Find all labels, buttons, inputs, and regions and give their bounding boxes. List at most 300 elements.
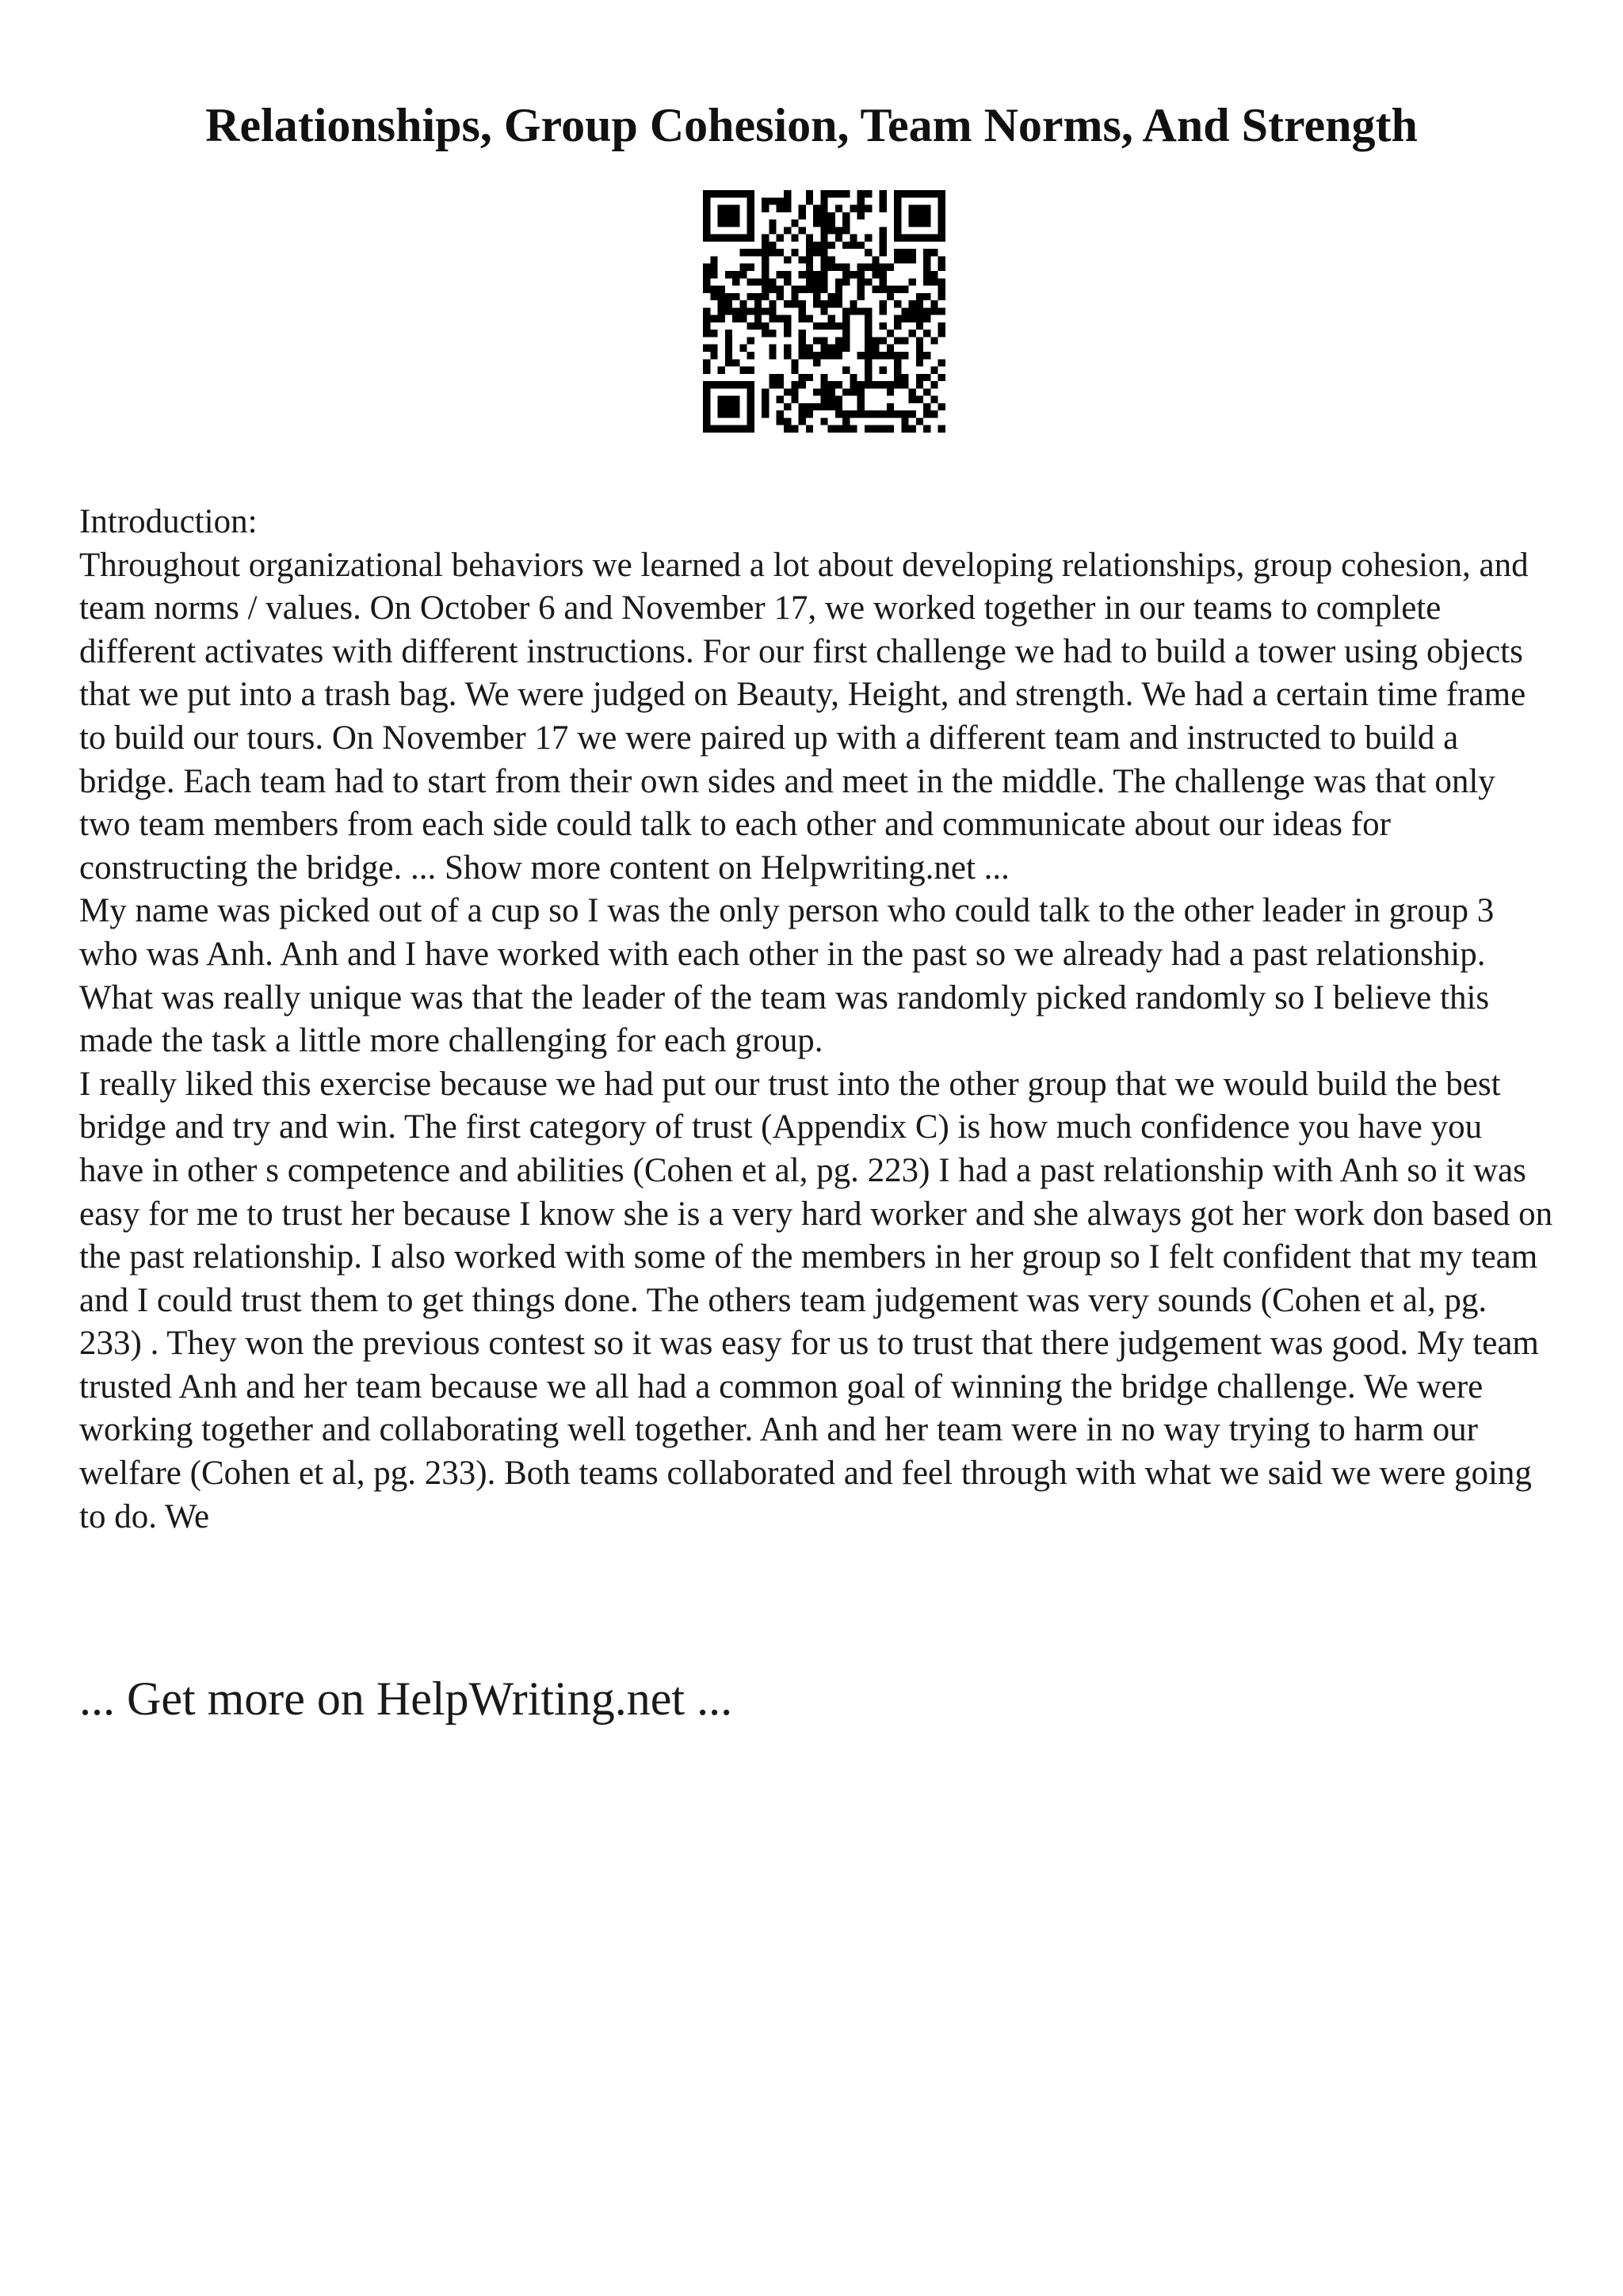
- qr-module: [923, 410, 930, 418]
- qr-module: [813, 249, 820, 256]
- qr-module: [880, 367, 887, 374]
- qr-module: [703, 307, 710, 315]
- qr-module: [820, 264, 827, 271]
- qr-module: [718, 293, 725, 300]
- qr-module: [828, 403, 835, 410]
- qr-module: [887, 410, 894, 418]
- qr-module: [930, 396, 938, 403]
- paragraph-intro: Throughout organizational behaviors we learned a lot about developing relationships, group cohesion, and team norms / values. On October 6 and November 17, we worked together in our teams to complete different activates with different instructions. For our first challenge we had to build a tower using objects that we put into a trash bag. We were judged on Beauty, Height, and strength. We had a certain time frame to build our tours. On November 17 we were paired up with a different team and instructed to build a bridge. Each team had to start from their own sides and meet in the middle. The challenge was that only two team members from each side could talk to each other and communicate about our ideas for constructing the bridge. ... Show more content on Helpwriting.net ...: [79, 546, 1529, 887]
- qr-module: [916, 418, 923, 425]
- qr-module: [703, 345, 710, 352]
- qr-module: [916, 396, 923, 403]
- qr-module: [865, 315, 872, 322]
- qr-module: [872, 271, 879, 278]
- qr-module: [909, 330, 916, 337]
- qr-module: [909, 388, 916, 395]
- qr-module: [930, 278, 938, 285]
- qr-module: [938, 190, 945, 197]
- qr-module: [887, 345, 894, 352]
- qr-module: [784, 197, 791, 204]
- qr-module: [930, 249, 938, 256]
- qr-module: [850, 381, 857, 388]
- qr-module: [894, 352, 901, 359]
- qr-module: [887, 286, 894, 293]
- qr-module: [784, 278, 791, 285]
- qr-module: [813, 271, 820, 278]
- qr-module: [718, 307, 725, 315]
- qr-module: [850, 388, 857, 395]
- qr-module: [850, 205, 857, 212]
- qr-module: [747, 410, 754, 418]
- qr-module: [894, 300, 901, 307]
- qr-module: [754, 315, 762, 322]
- qr-module: [850, 235, 857, 242]
- qr-module: [842, 322, 850, 330]
- qr-module: [842, 190, 850, 197]
- qr-module: [732, 219, 739, 227]
- qr-module: [930, 271, 938, 278]
- qr-module: [872, 264, 879, 271]
- qr-module: [916, 300, 923, 307]
- qr-module: [784, 345, 791, 352]
- qr-module: [718, 367, 725, 374]
- qr-module: [747, 235, 754, 242]
- qr-module: [916, 381, 923, 388]
- qr-module: [835, 190, 842, 197]
- qr-module: [732, 381, 739, 388]
- qr-module: [784, 425, 791, 433]
- qr-module: [857, 286, 865, 293]
- qr-module: [754, 278, 762, 285]
- qr-module: [806, 197, 813, 204]
- qr-module: [820, 190, 827, 197]
- qr-module: [725, 359, 732, 366]
- qr-module: [880, 337, 887, 344]
- get-more-link[interactable]: ... Get more on HelpWriting.net ...: [79, 1672, 733, 1725]
- qr-module: [909, 190, 916, 197]
- qr-module: [901, 410, 908, 418]
- qr-module: [813, 278, 820, 285]
- qr-module: [806, 410, 813, 418]
- qr-module: [835, 235, 842, 242]
- qr-module: [799, 374, 806, 381]
- qr-module: [725, 205, 732, 212]
- qr-module: [820, 418, 827, 425]
- qr-module: [894, 381, 901, 388]
- qr-module: [930, 337, 938, 344]
- qr-module: [828, 315, 835, 322]
- qr-module: [784, 403, 791, 410]
- qr-module: [857, 381, 865, 388]
- qr-module: [842, 271, 850, 278]
- qr-module: [747, 418, 754, 425]
- paragraph-trust: I really liked this exercise because we had put our trust into the other group that we would build the best bridge and try and win. The first category of trust (Appendix C) is how much confidence you have you have in other s competence and abilities (Cohen et al, pg. 223) I had a past relationship with Anh so it was easy for me to trust her because I know she is a very hard worker and she always got her work don based on the past relationship. I also worked with some of the members in her group so I felt confident that my team and I could trust them to get things done. The others team judgement was very sounds (Cohen et al, pg. 233) . They won the previous contest so it was easy for us to trust that there judgement was good. My team trusted Anh and her team because we all had a common goal of winning the bridge challenge. We were working together and collaborating well together. Anh and her team were in no way trying to harm our welfare (Cohen et al, pg. 233). Both teams collaborated and feel through with what we said we were going to do. We: [79, 1065, 1553, 1535]
- qr-module: [828, 264, 835, 271]
- qr-module: [791, 425, 798, 433]
- qr-module: [747, 278, 754, 285]
- qr-module: [799, 271, 806, 278]
- qr-module: [828, 212, 835, 219]
- qr-module: [732, 271, 739, 278]
- qr-module: [725, 330, 732, 337]
- qr-module: [887, 352, 894, 359]
- qr-module: [725, 345, 732, 352]
- qr-module: [769, 242, 776, 249]
- qr-module: [777, 293, 784, 300]
- qr-module: [777, 410, 784, 418]
- qr-module: [799, 256, 806, 263]
- qr-module: [820, 307, 827, 315]
- qr-module: [777, 315, 784, 322]
- qr-module: [725, 235, 732, 242]
- qr-module: [747, 352, 754, 359]
- qr-module: [769, 345, 776, 352]
- qr-module: [718, 219, 725, 227]
- qr-module: [732, 293, 739, 300]
- qr-module: [842, 330, 850, 337]
- qr-module: [938, 322, 945, 330]
- qr-module: [880, 205, 887, 212]
- qr-module: [842, 337, 850, 344]
- qr-module: [806, 271, 813, 278]
- qr-module: [930, 190, 938, 197]
- qr-module: [820, 381, 827, 388]
- qr-module: [703, 315, 710, 322]
- qr-module: [865, 278, 872, 285]
- qr-module: [894, 235, 901, 242]
- qr-module: [880, 249, 887, 256]
- qr-module: [703, 219, 710, 227]
- qr-module: [762, 322, 769, 330]
- qr-module: [762, 396, 769, 403]
- qr-module: [938, 256, 945, 263]
- qr-module: [799, 381, 806, 388]
- qr-module: [806, 264, 813, 271]
- qr-module: [703, 264, 710, 271]
- qr-module: [799, 345, 806, 352]
- qr-module: [916, 359, 923, 366]
- qr-module: [806, 425, 813, 433]
- qr-module: [703, 205, 710, 212]
- qr-module: [813, 219, 820, 227]
- qr-module: [703, 418, 710, 425]
- qr-module: [894, 249, 901, 256]
- qr-module: [718, 212, 725, 219]
- qr-module: [739, 300, 747, 307]
- qr-module: [923, 219, 930, 227]
- qr-module: [909, 300, 916, 307]
- qr-module: [901, 418, 908, 425]
- qr-module: [820, 388, 827, 395]
- qr-module: [938, 278, 945, 285]
- qr-module: [938, 205, 945, 212]
- qr-module: [813, 322, 820, 330]
- qr-module: [718, 381, 725, 388]
- qr-module: [703, 367, 710, 374]
- qr-module: [872, 256, 879, 263]
- qr-module: [710, 190, 717, 197]
- qr-module: [865, 322, 872, 330]
- section-heading: Introduction:: [79, 503, 258, 540]
- qr-module: [857, 212, 865, 219]
- qr-module: [923, 352, 930, 359]
- qr-module: [762, 235, 769, 242]
- qr-module: [806, 315, 813, 322]
- qr-module: [835, 337, 842, 344]
- qr-module: [835, 381, 842, 388]
- qr-module: [842, 242, 850, 249]
- qr-module: [835, 205, 842, 212]
- qr-module: [813, 286, 820, 293]
- qr-module: [938, 307, 945, 315]
- qr-module: [909, 256, 916, 263]
- qr-module: [828, 352, 835, 359]
- qr-module: [857, 388, 865, 395]
- qr-module: [806, 242, 813, 249]
- qr-module: [777, 418, 784, 425]
- qr-module: [872, 352, 879, 359]
- qr-module: [865, 190, 872, 197]
- qr-module: [806, 235, 813, 242]
- qr-module: [901, 337, 908, 344]
- qr-module: [894, 197, 901, 204]
- qr-module: [865, 345, 872, 352]
- qr-module: [791, 300, 798, 307]
- qr-module: [777, 271, 784, 278]
- qr-module: [762, 256, 769, 263]
- paragraph-leader: My name was picked out of a cup so I was the only person who could talk to the other leader in group 3 who was Anh. Anh and I have worked with each other in the past so we already had a past relationship. What was really unique was that the leader of the team was randomly picked randomly so I believe this made the task a little more challenging for each group.: [79, 892, 1495, 1060]
- qr-module: [857, 190, 865, 197]
- qr-module: [725, 425, 732, 433]
- qr-module: [901, 235, 908, 242]
- qr-module: [857, 278, 865, 285]
- qr-module: [747, 219, 754, 227]
- qr-module: [820, 345, 827, 352]
- qr-module: [799, 315, 806, 322]
- qr-module: [784, 300, 791, 307]
- qr-module: [828, 293, 835, 300]
- qr-module: [894, 212, 901, 219]
- qr-module: [806, 403, 813, 410]
- qr-module: [894, 205, 901, 212]
- qr-module: [923, 235, 930, 242]
- qr-module: [835, 322, 842, 330]
- qr-module: [747, 396, 754, 403]
- qr-module: [880, 197, 887, 204]
- qr-module: [791, 396, 798, 403]
- qr-module: [901, 425, 908, 433]
- qr-module: [806, 345, 813, 352]
- qr-module: [909, 396, 916, 403]
- qr-module: [857, 264, 865, 271]
- qr-module: [813, 293, 820, 300]
- qr-module: [739, 345, 747, 352]
- qr-module: [842, 418, 850, 425]
- qr-module: [894, 322, 901, 330]
- qr-module: [784, 330, 791, 337]
- qr-module: [901, 307, 908, 315]
- qr-module: [703, 227, 710, 234]
- qr-module: [799, 300, 806, 307]
- qr-module: [828, 227, 835, 234]
- qr-module: [813, 359, 820, 366]
- qr-module: [703, 286, 710, 293]
- qr-module: [777, 235, 784, 242]
- qr-module: [725, 293, 732, 300]
- qr-module: [930, 300, 938, 307]
- qr-module: [732, 315, 739, 322]
- qr-module: [732, 235, 739, 242]
- qr-module: [769, 330, 776, 337]
- qr-module: [872, 425, 879, 433]
- qr-module: [747, 227, 754, 234]
- qr-module: [799, 403, 806, 410]
- document-title: Relationships, Group Cohesion, Team Norms, And Strength: [205, 99, 1418, 151]
- qr-module: [732, 212, 739, 219]
- qr-module: [850, 374, 857, 381]
- qr-module: [703, 278, 710, 285]
- qr-module: [739, 271, 747, 278]
- qr-module: [813, 242, 820, 249]
- qr-module: [777, 396, 784, 403]
- qr-module: [880, 190, 887, 197]
- qr-module: [865, 352, 872, 359]
- qr-module: [938, 219, 945, 227]
- qr-module: [762, 264, 769, 271]
- qr-module: [880, 381, 887, 388]
- qr-module: [857, 293, 865, 300]
- qr-module: [872, 345, 879, 352]
- qr-module: [938, 264, 945, 271]
- qr-module: [732, 425, 739, 433]
- qr-module: [916, 337, 923, 344]
- qr-module: [857, 205, 865, 212]
- qr-module: [725, 300, 732, 307]
- qr-module: [857, 307, 865, 315]
- qr-module: [894, 190, 901, 197]
- qr-module: [718, 425, 725, 433]
- qr-module: [820, 403, 827, 410]
- qr-module: [769, 227, 776, 234]
- qr-module: [909, 278, 916, 285]
- qr-module: [762, 242, 769, 249]
- qr-module: [887, 293, 894, 300]
- qr-module: [938, 197, 945, 204]
- qr-module: [732, 278, 739, 285]
- qr-module: [872, 337, 879, 344]
- qr-module: [857, 352, 865, 359]
- qr-module: [894, 227, 901, 234]
- qr-module: [820, 278, 827, 285]
- qr-module: [923, 425, 930, 433]
- qr-module: [887, 330, 894, 337]
- qr-module: [799, 286, 806, 293]
- qr-module: [718, 286, 725, 293]
- qr-module: [923, 256, 930, 263]
- qr-module: [739, 264, 747, 271]
- qr-module: [872, 381, 879, 388]
- qr-module: [710, 271, 717, 278]
- qr-module: [916, 212, 923, 219]
- qr-module: [842, 264, 850, 271]
- qr-module: [820, 337, 827, 344]
- qr-module: [732, 396, 739, 403]
- qr-module: [732, 403, 739, 410]
- qr-module: [747, 367, 754, 374]
- qr-module: [820, 227, 827, 234]
- qr-module: [725, 352, 732, 359]
- qr-module: [909, 219, 916, 227]
- qr-module: [901, 352, 908, 359]
- qr-module: [938, 330, 945, 337]
- qr-module: [806, 374, 813, 381]
- qr-module: [930, 307, 938, 315]
- qr-module: [703, 425, 710, 433]
- qr-module: [739, 425, 747, 433]
- qr-module: [923, 330, 930, 337]
- qr-module: [732, 190, 739, 197]
- qr-module: [820, 249, 827, 256]
- qr-module: [842, 410, 850, 418]
- qr-module: [916, 190, 923, 197]
- qr-module: [835, 425, 842, 433]
- qr-module: [784, 418, 791, 425]
- qr-module: [754, 293, 762, 300]
- qr-module: [762, 403, 769, 410]
- qr-module: [938, 359, 945, 366]
- qr-module: [901, 286, 908, 293]
- qr-module: [725, 307, 732, 315]
- qr-module: [923, 271, 930, 278]
- qr-module: [938, 374, 945, 381]
- qr-module: [923, 212, 930, 219]
- qr-module: [880, 264, 887, 271]
- qr-module: [799, 307, 806, 315]
- qr-module: [909, 307, 916, 315]
- qr-module: [718, 205, 725, 212]
- qr-module: [747, 205, 754, 212]
- qr-module: [762, 307, 769, 315]
- qr-module: [732, 359, 739, 366]
- qr-module: [791, 235, 798, 242]
- qr-module: [938, 425, 945, 433]
- qr-module: [784, 256, 791, 263]
- qr-module: [799, 352, 806, 359]
- qr-module: [791, 249, 798, 256]
- qr-module: [923, 293, 930, 300]
- qr-module: [703, 410, 710, 418]
- qr-module: [703, 197, 710, 204]
- qr-module: [916, 374, 923, 381]
- qr-module: [865, 205, 872, 212]
- qr-module: [784, 227, 791, 234]
- qr-module: [901, 374, 908, 381]
- qr-module: [813, 205, 820, 212]
- qr-module: [894, 359, 901, 366]
- qr-module: [725, 337, 732, 344]
- qr-module: [865, 264, 872, 271]
- qr-module: [894, 410, 901, 418]
- qr-module: [887, 388, 894, 395]
- qr-module: [894, 315, 901, 322]
- qr-module: [835, 278, 842, 285]
- qr-module: [762, 197, 769, 204]
- qr-module: [894, 256, 901, 263]
- qr-module: [762, 271, 769, 278]
- qr-module: [880, 235, 887, 242]
- qr-module: [880, 410, 887, 418]
- qr-module: [747, 293, 754, 300]
